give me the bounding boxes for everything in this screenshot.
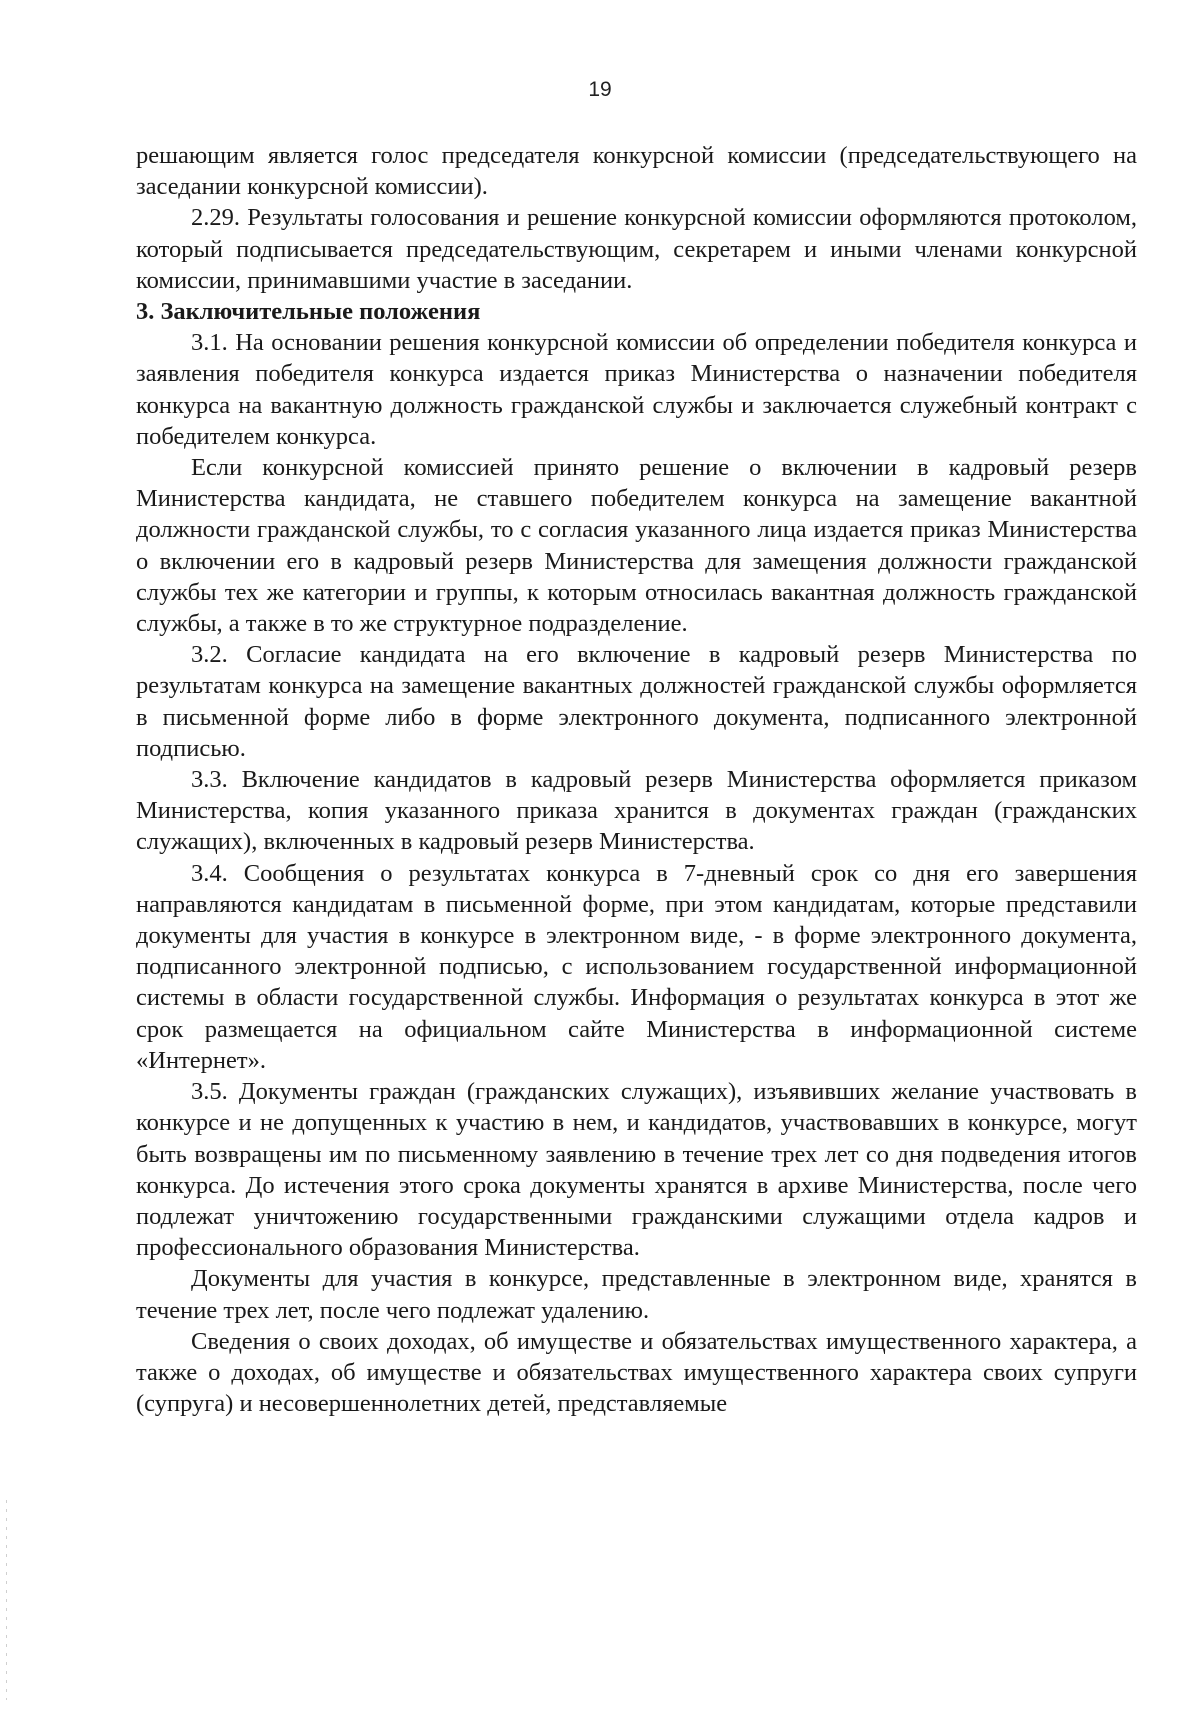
paragraph-2-29: 2.29. Результаты голосования и решение конкурсной комиссии оформляются протоколом, который подписывается председательствующим, секретарем и иными членами конкурсной комиссии, принимавшими участие в заседании. — [136, 204, 1137, 294]
paragraph-income-information: Сведения о своих доходах, об имуществе и обязательствах имущественного характера, а также о доходах, об имуществе и обязательствах имущественного характера своих супруги (супруга) и несовершеннолетних детей, представляемые — [136, 1327, 1137, 1418]
document-body — [136, 140, 1137, 1419]
paragraph-electronic-documents: Документы для участия в конкурсе, представленные в электронном виде, хранятся в течение трех лет, после чего подлежат удалению. — [136, 1265, 1137, 1324]
paragraph-3-1: 3.1. На основании решения конкурсной комиссии об определении победителя конкурса и заявления победителя конкурса издается приказ Министерства о назначении победителя конкурса на вакантную должность гражданской службы и заключается служебный контракт с победителем конкурса. — [136, 329, 1137, 450]
paragraph-reserve-inclusion: Если конкурсной комиссией принято решение о включении в кадровый резерв Министерства кандидата, не ставшего победителем конкурса на замещение вакантной должности гражданской службы, то с согласия указанного лица издается приказ Министерства о включении его в кадровый резерв Министерства для замещения должности гражданской службы тех же категории и группы, к которым относилась вакантная должность гражданской службы, а также в то же структурное подразделение. — [136, 454, 1137, 638]
page-number: 19 — [588, 78, 612, 101]
section-heading: 3. Заключительные положения — [136, 298, 481, 326]
paragraph-3-3: 3.3. Включение кандидатов в кадровый резерв Министерства оформляется приказом Министерства, копия указанного приказа хранится в документах граждан (гражданских служащих), включенных в кадровый резерв Министерства. — [136, 766, 1137, 856]
paragraph-3-5: 3.5. Документы граждан (гражданских служащих), изъявивших желание участвовать в конкурсе и не допущенных к участию в нем, и кандидатов, участвовавших в конкурсе, могут быть возвращены им по письменному заявлению в течение трех лет со дня подведения итогов конкурса. До истечения этого срока документы хранятся в архиве Министерства, после чего подлежат уничтожению государственными гражданскими служащими отдела кадров и профессионального образования Министерства. — [136, 1078, 1137, 1262]
paragraph-3-2: 3.2. Согласие кандидата на его включение в кадровый резерв Министерства по результатам конкурса на замещение вакантных должностей гражданской службы оформляется в письменной форме либо в форме электронного документа, подписанного электронной подписью. — [136, 641, 1137, 762]
scan-edge-artifact — [6, 1500, 7, 1700]
paragraph-continuation: решающим является голос председателя конкурсной комиссии (председательствующего на заседании конкурсной комиссии). — [136, 142, 1137, 201]
paragraph-3-4: 3.4. Сообщения о результатах конкурса в 7-дневный срок со дня его завершения направляются кандидатам в письменной форме, при этом кандидатам, которые представили документы для участия в конкурсе в электронном виде, - в форме электронного документа, подписанного электронной подписью, с использованием государственной информационной системы в области государственной службы. Информация о результатах конкурса в этот же срок размещается на официальном сайте Министерства в информационной системе «Интернет». — [136, 859, 1137, 1074]
